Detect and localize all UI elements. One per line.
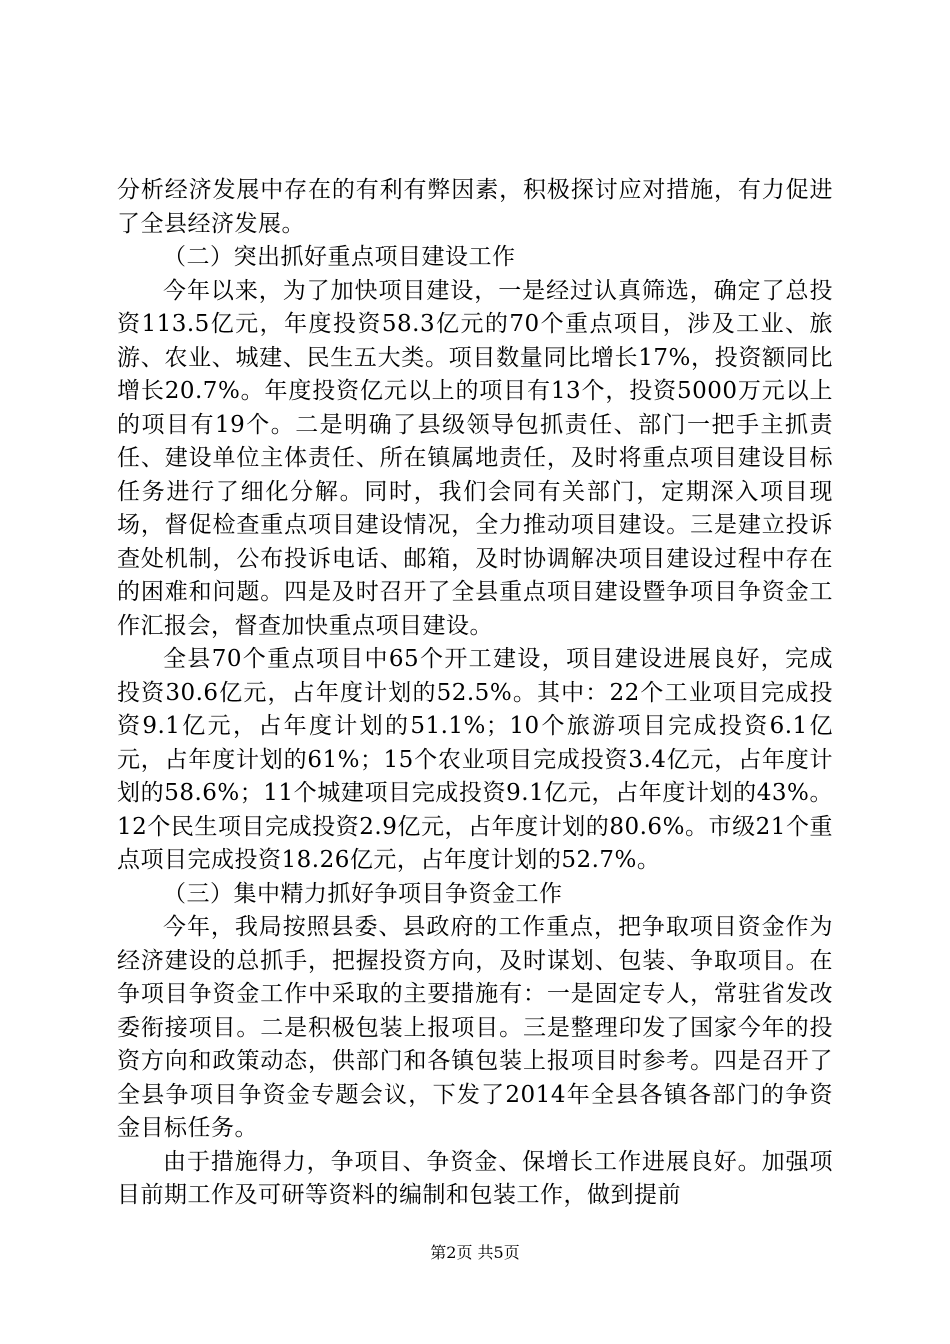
section-heading-3: （三）集中精力抓好争项目争资金工作 [163, 880, 563, 907]
page-footer: 第2页 共5页 [430, 1243, 520, 1262]
paragraph-5: 由于措施得力，争项目、争资金、保增长工作进展良好。加强项目前期工作及可研等资料的编制和包装工作，做到提前 [117, 1148, 833, 1208]
paragraph-4: 今年，我局按照县委、县政府的工作重点，把争取项目资金作为经济建设的总抓手，把握投资方向，及时谋划、包装、争取项目。在争项目争资金工作中采取的主要措施有：一是固定专人，常驻省发改委衔接项目。二是积极包装上报项目。三是整理印发了国家今年的投资方向和政策动态，供部门和各镇包装上报项目时参考。四是召开了全县争项目争资金专题会议，下发了2014年全县各镇各部门的争资金目标任务。 [117, 914, 833, 1141]
section-heading-2: （二）突出抓好重点项目建设工作 [163, 244, 516, 270]
document-body [117, 174, 833, 1213]
paragraph-2: 今年以来，为了加快项目建设，一是经过认真筛选，确定了总投资113.5亿元，年度投资58.3亿元的70个重点项目，涉及工业、旅游、农业、城建、民生五大类。项目数量同比增长17%，投资额同比增长20.7%。年度投资亿元以上的项目有13个，投资5000万元以上的项目有19个。二是明确了县级领导包抓责任、部门一把手主抓责任、建设单位主体责任、所在镇属地责任，及时将重点项目建设目标任务进行了细化分解。同时，我们会同有关部门，定期深入项目现场，督促检查重点项目建设情况，全力推动项目建设。三是建立投诉查处机制，公布投诉电话、邮箱，及时协调解决项目建设过程中存在的困难和问题。四是及时召开了全县重点项目建设暨争项目争资金工作汇报会，督查加快重点项目建设。 [117, 277, 833, 639]
paragraph-1: 分析经济发展中存在的有利有弊因素，积极探讨应对措施，有力促进了全县经济发展。 [117, 177, 833, 237]
paragraph-3: 全县70个重点项目中65个开工建设，项目建设进展良好，完成投资30.6亿元，占年度计划的52.5%。其中：22个工业项目完成投资9.1亿元，占年度计划的51.1%；10个旅游项目完成投资6.1亿元，占年度计划的61%；15个农业项目完成投资3.4亿元，占年度计划的58.6%；11个城建项目完成投资9.1亿元，占年度计划的43%。12个民生项目完成投资2.9亿元，占年度计划的80.6%。市级21个重点项目完成投资18.26亿元，占年度计划的52.7%。 [117, 646, 833, 873]
